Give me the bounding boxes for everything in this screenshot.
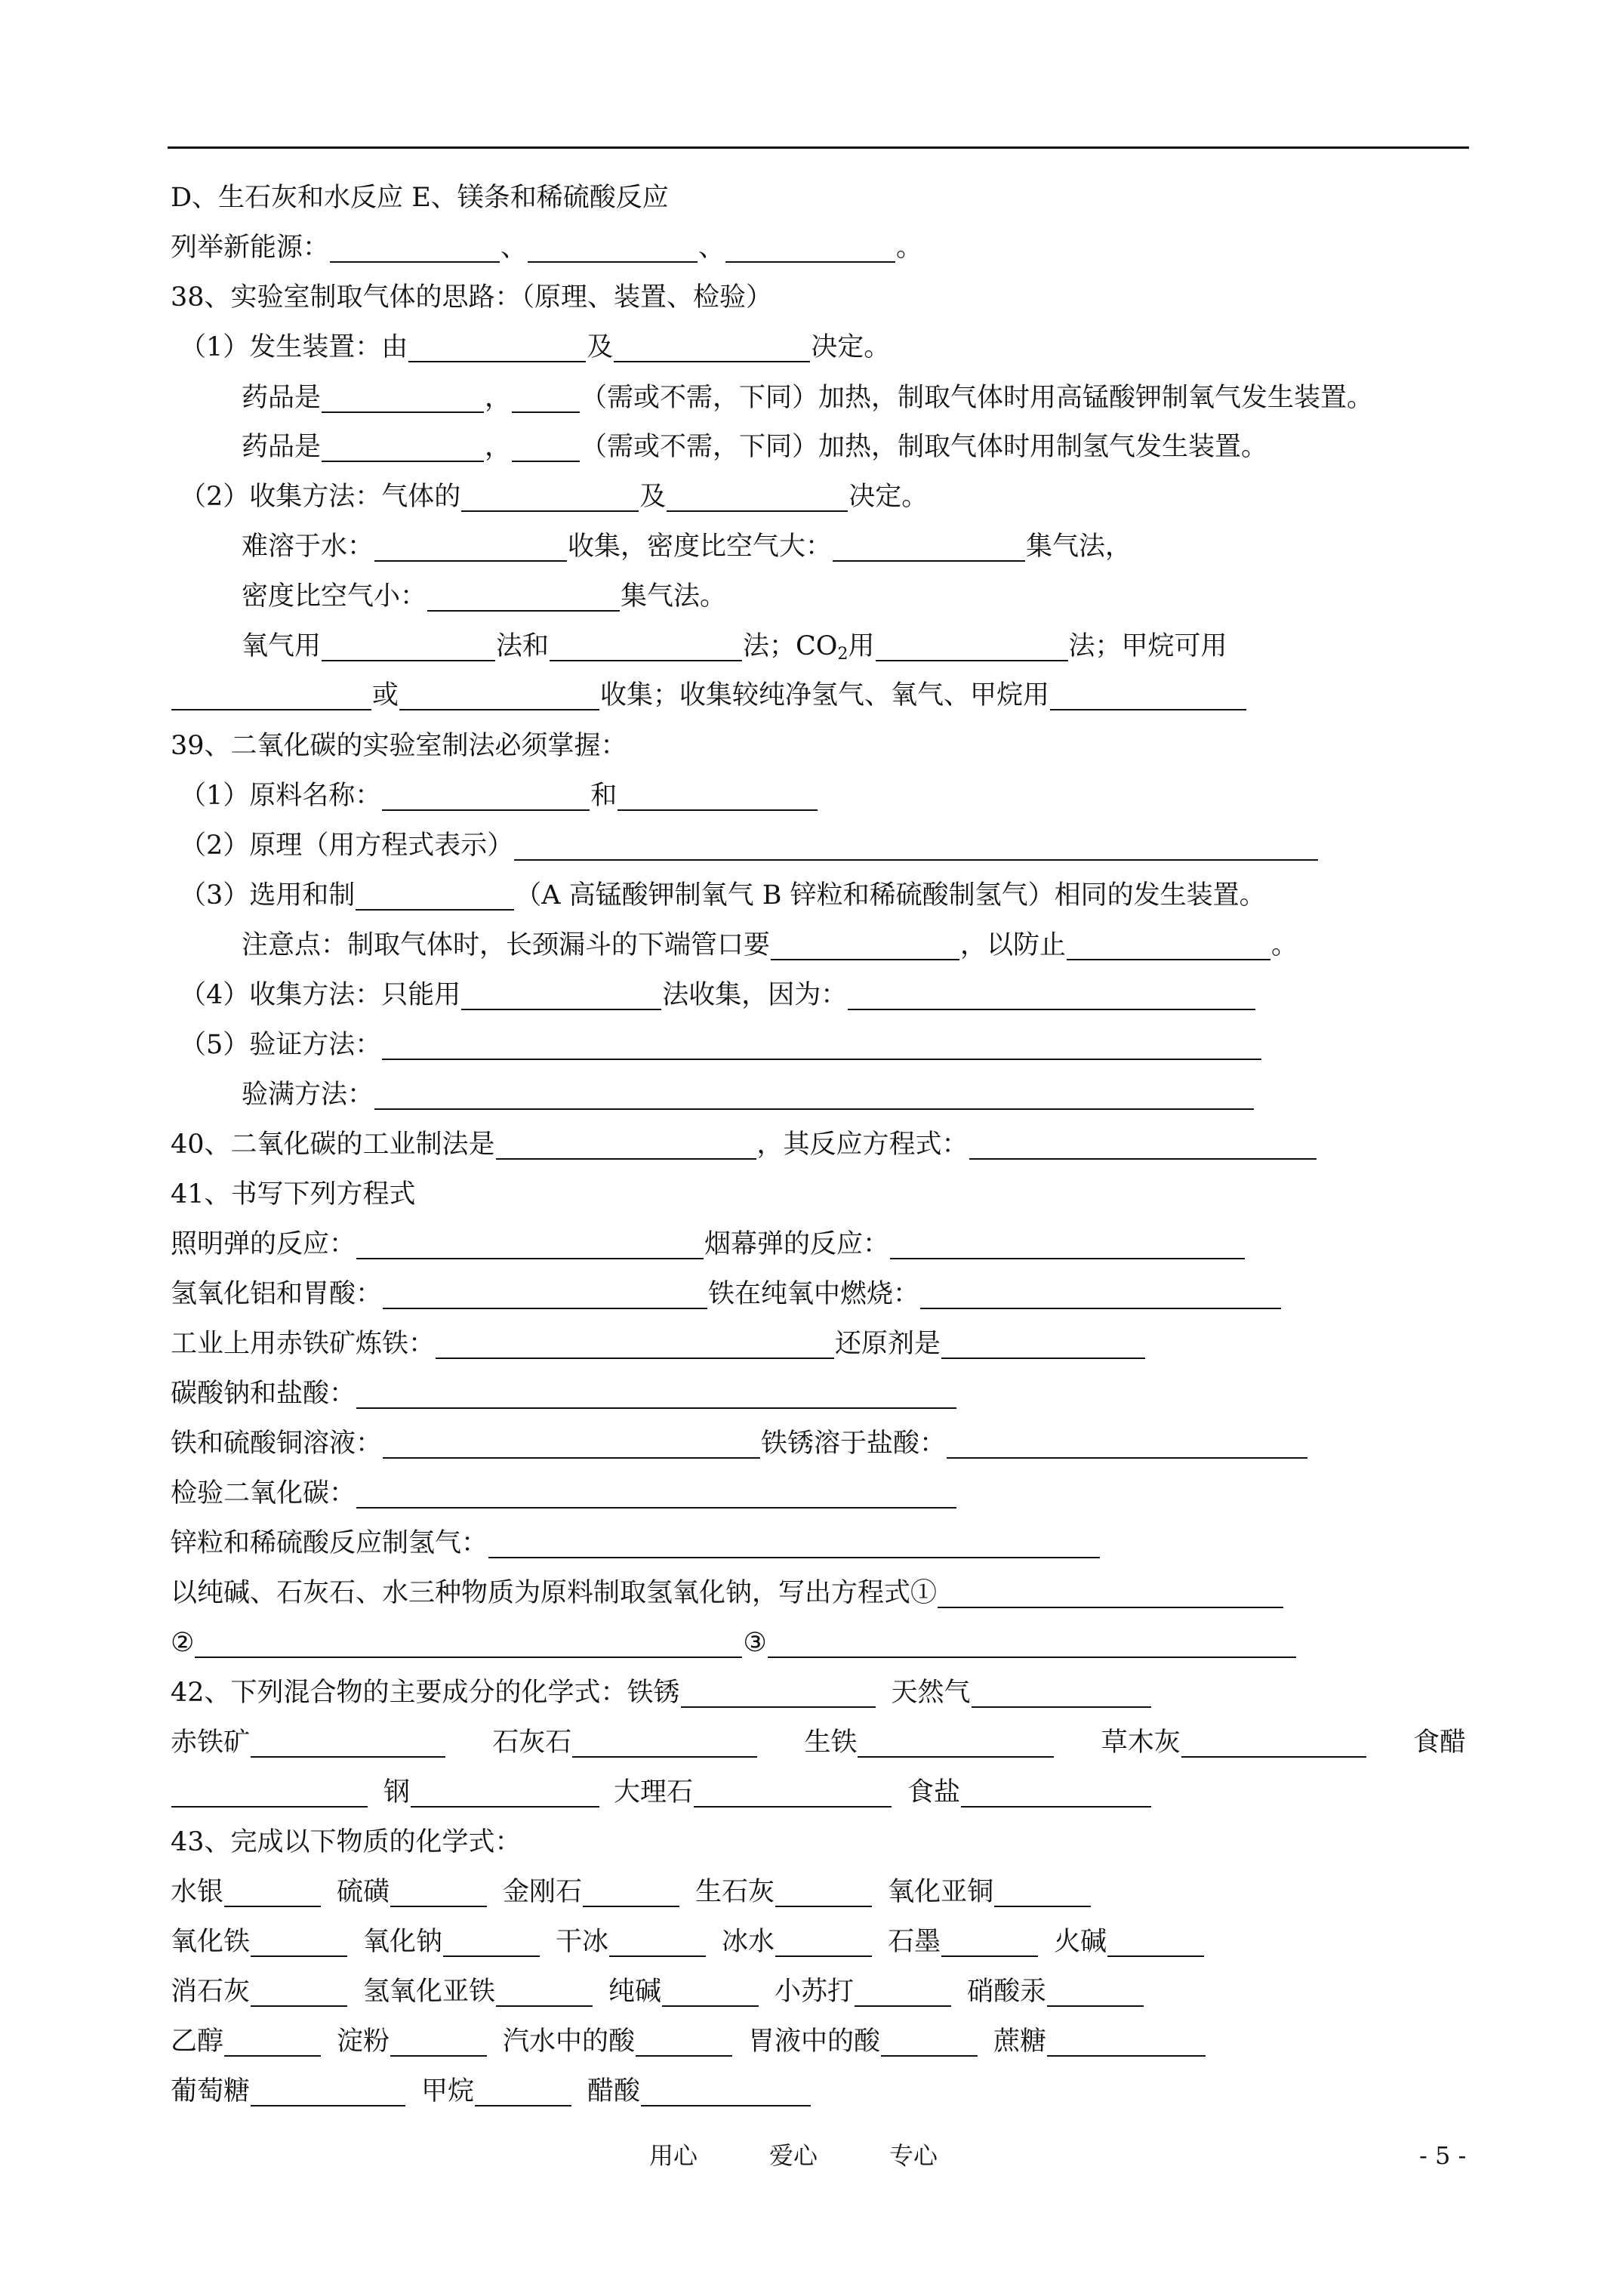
q43-row-3 [171, 1969, 1144, 2014]
substance-label: 氢氧化亚铁 [363, 1977, 496, 2007]
blank[interactable] [356, 1377, 956, 1409]
blank[interactable] [833, 530, 1025, 562]
prompt-text: 法；CO [743, 631, 838, 661]
blank[interactable] [224, 2025, 321, 2057]
substance-label: 冰水 [722, 1927, 775, 1957]
prompt-text: ， [485, 383, 512, 413]
blank[interactable] [251, 1726, 445, 1758]
blank[interactable] [224, 1875, 321, 1907]
substance-label: 硝酸汞 [967, 1977, 1047, 2007]
prompt-text: （需或不需，下同）加热，制取气体时用制氢气发生装置。 [581, 432, 1268, 462]
prompt-text: ，以防止 [960, 930, 1067, 960]
blank[interactable] [881, 2025, 978, 2057]
blank[interactable] [694, 1776, 892, 1808]
subscript: 2 [837, 645, 848, 664]
blank[interactable] [614, 331, 810, 362]
substance-label: 葡萄糖 [171, 2076, 251, 2106]
blank[interactable] [583, 1875, 679, 1907]
prompt-text: 列举新能源： [171, 233, 330, 263]
blank[interactable] [681, 1676, 876, 1708]
prompt-text: （2）收集方法：气体的 [180, 482, 461, 512]
question-43-title [171, 1820, 522, 1865]
prompt-text: 钢 [383, 1777, 411, 1808]
blank[interactable] [775, 1875, 872, 1907]
prompt-text: （需或不需，下同）加热，制取气体时用高锰酸钾制氧气发生装置。 [581, 383, 1374, 413]
blank[interactable] [972, 1676, 1151, 1708]
prompt-text: 以纯碱、石灰石、水三种物质为原料制取氢氧化钠，写出方程式① [171, 1578, 938, 1608]
blank[interactable] [1047, 1975, 1144, 2007]
q39-principle-line [180, 823, 1319, 868]
blank[interactable] [374, 1078, 1254, 1110]
q38-apparatus-line [180, 325, 890, 370]
blank[interactable] [994, 1875, 1091, 1907]
blank[interactable] [461, 978, 661, 1010]
q41-fe-cuso4-line [171, 1421, 1308, 1466]
blank[interactable] [488, 1527, 1100, 1558]
footer-word: 爱心 [769, 2141, 818, 2170]
prompt-text: 收集，密度比空气大： [568, 532, 833, 562]
prompt-text: ， [485, 432, 512, 462]
prompt-text: 和 [590, 781, 617, 811]
q38-collect-line [180, 474, 928, 519]
q41-na2co3-line [171, 1371, 957, 1416]
prompt-text: （A 高锰酸钾制氧气 B 锌粒和稀硫酸制氢气）相同的发生装置。 [515, 880, 1266, 911]
prompt-text: 食盐 [907, 1777, 961, 1808]
prompt-text: 烟幕弹的反应： [704, 1229, 890, 1259]
substance-label: 甲烷 [421, 2076, 475, 2106]
substance-label: 乙醇 [171, 2026, 224, 2057]
blank[interactable] [938, 1576, 1283, 1608]
blank[interactable] [961, 1776, 1151, 1808]
q41-naoh-line [171, 1570, 1284, 1616]
blank[interactable] [969, 1128, 1317, 1160]
blank[interactable] [641, 2075, 811, 2106]
blank[interactable] [195, 1626, 742, 1658]
substance-label: 淀粉 [337, 2026, 390, 2057]
blank[interactable] [251, 1975, 347, 2007]
prompt-text: 锌粒和稀硫酸反应制氢气： [171, 1528, 488, 1558]
blank[interactable] [876, 630, 1068, 661]
prompt-text: （4）收集方法：只能用 [180, 980, 461, 1010]
blank[interactable] [356, 879, 514, 911]
q38-methane-line [171, 673, 1247, 718]
q39-note-line [242, 923, 1298, 968]
prompt-text: 或 [372, 680, 399, 710]
new-energy-line [171, 225, 922, 270]
blank[interactable] [330, 231, 500, 263]
blank[interactable] [771, 929, 959, 960]
question-title: 39、二氧化碳的实验室制法必须掌握： [171, 731, 627, 761]
prompt-text: 收集；收集较纯净氢气、氧气、甲烷用 [600, 680, 1050, 710]
q38-less-dense-line [242, 574, 726, 619]
q42-mixtures-row [171, 1720, 1466, 1765]
substance-label: 蔗糖 [993, 2026, 1047, 2057]
blank[interactable] [1107, 1925, 1204, 1957]
prompt-text: 氢氧化铝和胃酸： [171, 1279, 383, 1309]
q41-aloh-line [171, 1271, 1282, 1317]
prompt-text: ③ [743, 1628, 767, 1658]
blank[interactable] [1050, 679, 1246, 710]
blank[interactable] [941, 1925, 1038, 1957]
separator: 、 [698, 233, 725, 263]
substance-label: 水银 [171, 1877, 224, 1907]
substance-label: 石墨 [888, 1927, 941, 1957]
blank[interactable] [609, 1925, 706, 1957]
blank[interactable] [322, 630, 495, 661]
header-rule [168, 146, 1469, 149]
blank[interactable] [322, 381, 484, 413]
question-41-title [171, 1172, 416, 1217]
prompt-text: 铁和硫酸铜溶液： [171, 1428, 383, 1459]
blank[interactable] [251, 1925, 347, 1957]
prompt-text: 生铁 [804, 1727, 858, 1758]
blank[interactable] [383, 1277, 707, 1309]
blank[interactable] [768, 1626, 1296, 1658]
prompt-text: 法和 [496, 631, 550, 661]
blank[interactable] [383, 1427, 760, 1459]
substance-label: 金刚石 [503, 1877, 583, 1907]
blank[interactable] [443, 1925, 540, 1957]
q41-flare-line [171, 1222, 1246, 1267]
prompt-text: 天然气 [891, 1678, 971, 1708]
blank[interactable] [356, 1228, 704, 1259]
q41-zn-line [171, 1521, 1101, 1566]
question-title: 38、实验室制取气体的思路：（原理、装置、检验） [171, 282, 773, 313]
prompt-text: 及 [587, 332, 614, 362]
q43-row-5 [171, 2069, 812, 2114]
q39-collect-line [180, 972, 1256, 1018]
prompt-text: （5）验证方法： [180, 1030, 382, 1060]
q39-material-line [180, 773, 818, 818]
blank[interactable] [411, 1776, 599, 1808]
q38-drug-line-1 [242, 375, 1373, 421]
blank[interactable] [947, 1427, 1307, 1459]
blank[interactable] [1067, 929, 1270, 960]
footer-word: 专心 [889, 2141, 938, 2170]
blank[interactable] [171, 1776, 368, 1808]
blank[interactable] [941, 1327, 1145, 1359]
q41-hematite-line [171, 1321, 1146, 1367]
blank[interactable] [496, 1128, 756, 1160]
q38-insoluble-line [242, 524, 1132, 569]
blank[interactable] [662, 1975, 759, 2007]
q43-row-1 [171, 1869, 1092, 1915]
blank[interactable] [436, 1327, 834, 1359]
q43-row-2 [171, 1919, 1205, 1965]
substance-label: 汽水中的酸 [503, 2026, 636, 2057]
blank[interactable] [427, 580, 620, 612]
prompt-text: 42、下列混合物的主要成分的化学式：铁锈 [171, 1678, 680, 1708]
prompt-text: 密度比空气小： [242, 581, 427, 612]
blank[interactable] [408, 331, 586, 362]
prompt-text: 检验二氧化碳： [171, 1478, 356, 1509]
separator: 。 [896, 233, 923, 263]
blank[interactable] [920, 1277, 1281, 1309]
q43-row-4 [171, 2019, 1206, 2064]
blank[interactable] [512, 430, 580, 462]
page-number: - 5 - [1419, 2141, 1467, 2170]
blank[interactable] [171, 679, 371, 710]
question-40-line [171, 1122, 1317, 1167]
q38-drug-line-2 [242, 424, 1267, 470]
blank[interactable] [514, 829, 1318, 861]
blank[interactable] [617, 779, 818, 811]
prompt-text: 用 [848, 631, 875, 661]
prompt-text: 。 [1271, 930, 1298, 960]
substance-label: 氧化钠 [363, 1927, 443, 1957]
prompt-text: 铁锈溶于盐酸： [761, 1428, 947, 1459]
blank[interactable] [475, 2075, 571, 2106]
prompt-text: 验满方法： [242, 1080, 374, 1110]
blank[interactable] [461, 480, 639, 512]
prompt-text: （1）原料名称： [180, 781, 382, 811]
blank[interactable] [528, 231, 698, 263]
prompt-text: 氧气用 [242, 631, 322, 661]
blank[interactable] [890, 1228, 1245, 1259]
substance-label: 消石灰 [171, 1977, 251, 2007]
blank[interactable] [382, 779, 590, 811]
q42-mixtures-row-2 [171, 1770, 1152, 1815]
blank[interactable] [390, 1875, 487, 1907]
prompt-text: （1）发生装置：由 [180, 332, 408, 362]
prompt-text: 草木灰 [1101, 1727, 1181, 1758]
prompt-text: 40、二氧化碳的工业制法是 [171, 1130, 495, 1160]
blank[interactable] [496, 1975, 593, 2007]
option-line-de [171, 175, 669, 220]
prompt-text: 难溶于水： [242, 532, 374, 562]
prompt-text: ② [171, 1628, 195, 1658]
blank[interactable] [636, 2025, 732, 2057]
question-42-line [171, 1670, 1152, 1715]
prompt-text: 大理石 [614, 1777, 694, 1808]
prompt-text: ，其反应方程式： [756, 1130, 969, 1160]
blank[interactable] [512, 381, 580, 413]
blank[interactable] [550, 630, 742, 661]
q39-verify-line [180, 1022, 1262, 1068]
blank[interactable] [858, 1726, 1054, 1758]
footer-motto [649, 2137, 938, 2174]
prompt-text: 注意点：制取气体时，长颈漏斗的下端管口要 [242, 930, 771, 960]
substance-label: 醋酸 [587, 2076, 641, 2106]
prompt-text: 法收集，因为： [662, 980, 848, 1010]
q41-test-co2-line [171, 1471, 957, 1516]
q38-oxygen-line [242, 624, 1227, 669]
q41-naoh-line-2 [171, 1620, 1297, 1666]
q39-apparatus-line [180, 873, 1266, 918]
prompt-text: （2）原理（用方程式表示） [180, 831, 514, 861]
substance-label: 氧化铁 [171, 1927, 251, 1957]
prompt-text: 食醋 [1412, 1727, 1466, 1758]
substance-label: 小苏打 [775, 1977, 855, 2007]
q39-full-line [242, 1072, 1255, 1117]
prompt-text: 药品是 [242, 383, 322, 413]
prompt-text: 赤铁矿 [171, 1727, 251, 1758]
prompt-text: 石灰石 [492, 1727, 572, 1758]
prompt-text: 药品是 [242, 432, 322, 462]
question-title: 41、书写下列方程式 [171, 1179, 416, 1210]
substance-label: 干冰 [556, 1927, 609, 1957]
prompt-text: 及 [639, 482, 667, 512]
prompt-text: 决定。 [811, 332, 891, 362]
prompt-text: 集气法。 [621, 581, 727, 612]
prompt-text: 集气法， [1026, 532, 1132, 562]
prompt-text: 照明弹的反应： [171, 1229, 356, 1259]
question-39-title [171, 723, 627, 769]
blank[interactable] [855, 1975, 951, 2007]
prompt-text: 决定。 [848, 482, 929, 512]
blank[interactable] [382, 1028, 1261, 1060]
substance-label: 氧化亚铜 [888, 1877, 994, 1907]
option-text: D、生石灰和水反应 E、镁条和稀硫酸反应 [171, 183, 669, 213]
question-38-title [171, 275, 772, 320]
substance-label: 生石灰 [695, 1877, 775, 1907]
blank[interactable] [848, 978, 1255, 1010]
blank[interactable] [374, 530, 567, 562]
substance-label: 纯碱 [608, 1977, 662, 2007]
blank[interactable] [399, 679, 599, 710]
blank[interactable] [667, 480, 848, 512]
prompt-text: 碳酸钠和盐酸： [171, 1379, 356, 1409]
blank[interactable] [390, 2025, 487, 2057]
prompt-text: 工业上用赤铁矿炼铁： [171, 1329, 436, 1359]
blank[interactable] [725, 231, 895, 263]
blank[interactable] [1047, 2025, 1206, 2057]
blank[interactable] [251, 2075, 405, 2106]
prompt-text: （3）选用和制 [180, 880, 356, 911]
blank[interactable] [322, 430, 484, 462]
substance-label: 火碱 [1054, 1927, 1107, 1957]
blank[interactable] [356, 1477, 956, 1509]
prompt-text: 铁在纯氧中燃烧： [708, 1279, 920, 1309]
prompt-text: 还原剂是 [835, 1329, 941, 1359]
footer-word: 用心 [649, 2141, 698, 2170]
separator: 、 [500, 233, 528, 263]
blank[interactable] [1181, 1726, 1366, 1758]
prompt-text: 法；甲烷可用 [1068, 631, 1227, 661]
blank[interactable] [775, 1925, 872, 1957]
substance-label: 硫磺 [337, 1877, 390, 1907]
question-title: 43、完成以下物质的化学式： [171, 1827, 522, 1857]
blank[interactable] [572, 1726, 757, 1758]
substance-label: 胃液中的酸 [748, 2026, 881, 2057]
